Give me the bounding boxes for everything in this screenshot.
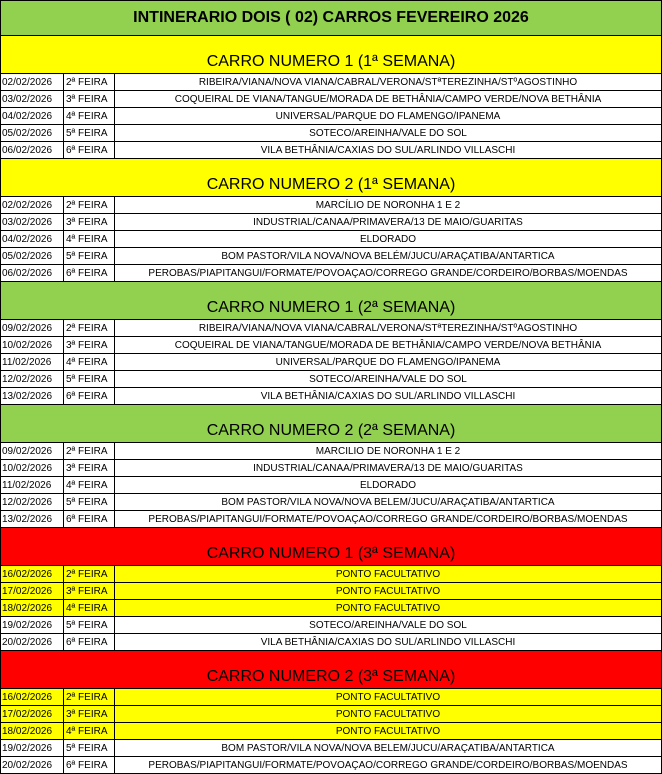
sheet-body [1, 1, 662, 774]
date-cell[interactable]: 17/02/2026 [1, 583, 64, 600]
weekday-cell[interactable]: 3ª FEIRA [64, 337, 115, 354]
weekday-cell[interactable]: 5ª FEIRA [64, 125, 115, 142]
weekday-cell[interactable]: 4ª FEIRA [64, 723, 115, 740]
date-cell[interactable]: 05/02/2026 [1, 248, 64, 265]
schedule-row [1, 354, 662, 371]
route-cell[interactable]: BOM PASTOR/VILA NOVA/NOVA BELÉM/JUCU/ARAÇATIBA/ANTARTICA [115, 248, 662, 265]
route-cell[interactable]: PEROBAS/PIAPITANGUI/FORMATE/POVOAÇAO/CORREGO GRANDE/CORDEIRO/BORBAS/MOENDAS [115, 511, 662, 528]
schedule-row [1, 214, 662, 231]
section-header-row [1, 282, 662, 320]
section-header-row [1, 651, 662, 689]
section-heading: CARRO NUMERO 2 (3ª SEMANA) [1, 651, 662, 689]
schedule-row [1, 706, 662, 723]
date-cell[interactable]: 18/02/2026 [1, 723, 64, 740]
route-cell[interactable]: INDUSTRIAL/CANAA/PRIMAVERA/13 DE MAIO/GUARITAS [115, 214, 662, 231]
weekday-cell[interactable]: 4ª FEIRA [64, 600, 115, 617]
schedule-row [1, 460, 662, 477]
schedule-row [1, 617, 662, 634]
weekday-cell[interactable]: 3ª FEIRA [64, 706, 115, 723]
route-cell[interactable]: BOM PASTOR/VILA NOVA/NOVA BELEM/JUCU/ARAÇATIBA/ANTARTICA [115, 740, 662, 757]
weekday-cell[interactable]: 6ª FEIRA [64, 142, 115, 159]
route-cell[interactable]: PEROBAS/PIAPITANGUI/FORMATE/POVOAÇAO/CORREGO GRANDE/CORDEIRO/BORBAS/MOENDAS [115, 757, 662, 774]
schedule-row [1, 388, 662, 405]
weekday-cell[interactable]: 2ª FEIRA [64, 74, 115, 91]
date-cell[interactable]: 13/02/2026 [1, 511, 64, 528]
schedule-row [1, 320, 662, 337]
weekday-cell[interactable]: 5ª FEIRA [64, 371, 115, 388]
weekday-cell[interactable]: 5ª FEIRA [64, 740, 115, 757]
schedule-row [1, 511, 662, 528]
route-cell[interactable]: UNIVERSAL/PARQUE DO FLAMENGO/IPANEMA [115, 108, 662, 125]
weekday-cell[interactable]: 3ª FEIRA [64, 460, 115, 477]
schedule-row [1, 248, 662, 265]
weekday-cell[interactable]: 2ª FEIRA [64, 320, 115, 337]
route-cell[interactable]: PONTO FACULTATIVO [115, 706, 662, 723]
section-header-row [1, 528, 662, 566]
schedule-row [1, 566, 662, 583]
weekday-cell[interactable]: 3ª FEIRA [64, 91, 115, 108]
route-cell[interactable]: PONTO FACULTATIVO [115, 583, 662, 600]
section-header-row [1, 159, 662, 197]
date-cell[interactable]: 18/02/2026 [1, 600, 64, 617]
date-cell[interactable]: 03/02/2026 [1, 214, 64, 231]
schedule-row [1, 583, 662, 600]
route-cell[interactable]: RIBEIRA/VIANA/NOVA VIANA/CABRAL/VERONA/STªTEREZINHA/STºAGOSTINHO [115, 320, 662, 337]
schedule-row [1, 197, 662, 214]
date-cell[interactable]: 16/02/2026 [1, 566, 64, 583]
date-cell[interactable]: 16/02/2026 [1, 689, 64, 706]
weekday-cell[interactable]: 6ª FEIRA [64, 511, 115, 528]
section-heading: CARRO NUMERO 2 (1ª SEMANA) [1, 159, 662, 197]
weekday-cell[interactable]: 2ª FEIRA [64, 197, 115, 214]
schedule-row [1, 91, 662, 108]
date-cell[interactable]: 20/02/2026 [1, 757, 64, 774]
schedule-row [1, 142, 662, 159]
weekday-cell[interactable]: 5ª FEIRA [64, 617, 115, 634]
weekday-cell[interactable]: 4ª FEIRA [64, 108, 115, 125]
schedule-row [1, 337, 662, 354]
weekday-cell[interactable]: 6ª FEIRA [64, 757, 115, 774]
route-cell[interactable]: MARCÍLIO DE NORONHA 1 E 2 [115, 197, 662, 214]
date-cell[interactable]: 10/02/2026 [1, 460, 64, 477]
route-cell[interactable]: RIBEIRA/VIANA/NOVA VIANA/CABRAL/VERONA/STªTEREZINHA/STºAGOSTINHO [115, 74, 662, 91]
date-cell[interactable]: 17/02/2026 [1, 706, 64, 723]
route-cell[interactable]: ELDORADO [115, 231, 662, 248]
date-cell[interactable]: 03/02/2026 [1, 91, 64, 108]
date-cell[interactable]: 09/02/2026 [1, 320, 64, 337]
route-cell[interactable]: INDUSTRIAL/CANAA/PRIMAVERA/13 DE MAIO/GUARITAS [115, 460, 662, 477]
weekday-cell[interactable]: 2ª FEIRA [64, 689, 115, 706]
date-cell[interactable]: 19/02/2026 [1, 617, 64, 634]
schedule-row [1, 371, 662, 388]
route-cell[interactable]: VILA BETHÂNIA/CAXIAS DO SUL/ARLINDO VILLASCHI [115, 634, 662, 651]
section-header-row [1, 36, 662, 74]
weekday-cell[interactable]: 5ª FEIRA [64, 248, 115, 265]
weekday-cell[interactable]: 3ª FEIRA [64, 583, 115, 600]
date-cell[interactable]: 04/02/2026 [1, 231, 64, 248]
weekday-cell[interactable]: 6ª FEIRA [64, 265, 115, 282]
schedule-row [1, 265, 662, 282]
date-cell[interactable]: 12/02/2026 [1, 371, 64, 388]
sheet-title: INTINERARIO DOIS ( 02) CARROS FEVEREIRO 2026 [1, 1, 662, 36]
schedule-row [1, 689, 662, 706]
route-cell[interactable]: SOTECO/AREINHA/VALE DO SOL [115, 125, 662, 142]
route-cell[interactable]: PONTO FACULTATIVO [115, 689, 662, 706]
schedule-row [1, 494, 662, 511]
section-heading: CARRO NUMERO 1 (1ª SEMANA) [1, 36, 662, 74]
schedule-row [1, 108, 662, 125]
date-cell[interactable]: 13/02/2026 [1, 388, 64, 405]
date-cell[interactable]: 11/02/2026 [1, 354, 64, 371]
schedule-row [1, 74, 662, 91]
route-cell[interactable]: PONTO FACULTATIVO [115, 566, 662, 583]
date-cell[interactable]: 02/02/2026 [1, 197, 64, 214]
route-cell[interactable]: COQUEIRAL DE VIANA/TANGUE/MORADA DE BETHÂNIA/CAMPO VERDE/NOVA BETHÂNIA [115, 91, 662, 108]
schedule-row [1, 125, 662, 142]
date-cell[interactable]: 12/02/2026 [1, 494, 64, 511]
date-cell[interactable]: 06/02/2026 [1, 142, 64, 159]
section-header-row [1, 405, 662, 443]
date-cell[interactable]: 19/02/2026 [1, 740, 64, 757]
route-cell[interactable]: SOTECO/AREINHA/VALE DO SOL [115, 617, 662, 634]
date-cell[interactable]: 04/02/2026 [1, 108, 64, 125]
section-heading: CARRO NUMERO 1 (3ª SEMANA) [1, 528, 662, 566]
date-cell[interactable]: 02/02/2026 [1, 74, 64, 91]
route-cell[interactable]: MARCILIO DE NORONHA 1 E 2 [115, 443, 662, 460]
route-cell[interactable]: UNIVERSAL/PARQUE DO FLAMENGO/IPANEMA [115, 354, 662, 371]
schedule-row [1, 600, 662, 617]
date-cell[interactable]: 05/02/2026 [1, 125, 64, 142]
weekday-cell[interactable]: 5ª FEIRA [64, 494, 115, 511]
schedule-row [1, 723, 662, 740]
route-cell[interactable]: VILA BETHÂNIA/CAXIAS DO SUL/ARLINDO VILLASCHI [115, 142, 662, 159]
weekday-cell[interactable]: 4ª FEIRA [64, 231, 115, 248]
route-cell[interactable]: VILA BETHÂNIA/CAXIAS DO SUL/ARLINDO VILLASCHI [115, 388, 662, 405]
schedule-row [1, 740, 662, 757]
weekday-cell[interactable]: 6ª FEIRA [64, 634, 115, 651]
date-cell[interactable]: 09/02/2026 [1, 443, 64, 460]
route-cell[interactable]: COQUEIRAL DE VIANA/TANGUE/MORADA DE BETHÂNIA/CAMPO VERDE/NOVA BETHÂNIA [115, 337, 662, 354]
weekday-cell[interactable]: 3ª FEIRA [64, 214, 115, 231]
section-heading: CARRO NUMERO 2 (2ª SEMANA) [1, 405, 662, 443]
route-cell[interactable]: PONTO FACULTATIVO [115, 723, 662, 740]
weekday-cell[interactable]: 2ª FEIRA [64, 443, 115, 460]
route-cell[interactable]: ELDORADO [115, 477, 662, 494]
route-cell[interactable]: PONTO FACULTATIVO [115, 600, 662, 617]
weekday-cell[interactable]: 2ª FEIRA [64, 566, 115, 583]
date-cell[interactable]: 11/02/2026 [1, 477, 64, 494]
route-cell[interactable]: SOTECO/AREINHA/VALE DO SOL [115, 371, 662, 388]
schedule-row [1, 443, 662, 460]
weekday-cell[interactable]: 4ª FEIRA [64, 354, 115, 371]
schedule-row [1, 634, 662, 651]
schedule-row [1, 757, 662, 774]
weekday-cell[interactable]: 4ª FEIRA [64, 477, 115, 494]
section-heading: CARRO NUMERO 1 (2ª SEMANA) [1, 282, 662, 320]
date-cell[interactable]: 20/02/2026 [1, 634, 64, 651]
title-row [1, 1, 662, 36]
schedule-row [1, 477, 662, 494]
date-cell[interactable]: 10/02/2026 [1, 337, 64, 354]
schedule-row [1, 231, 662, 248]
weekday-cell[interactable]: 6ª FEIRA [64, 388, 115, 405]
route-cell[interactable]: BOM PASTOR/VILA NOVA/NOVA BELEM/JUCU/ARAÇATIBA/ANTARTICA [115, 494, 662, 511]
route-cell[interactable]: PEROBAS/PIAPITANGUI/FORMATE/POVOAÇAO/CORREGO GRANDE/CORDEIRO/BORBAS/MOENDAS [115, 265, 662, 282]
date-cell[interactable]: 06/02/2026 [1, 265, 64, 282]
